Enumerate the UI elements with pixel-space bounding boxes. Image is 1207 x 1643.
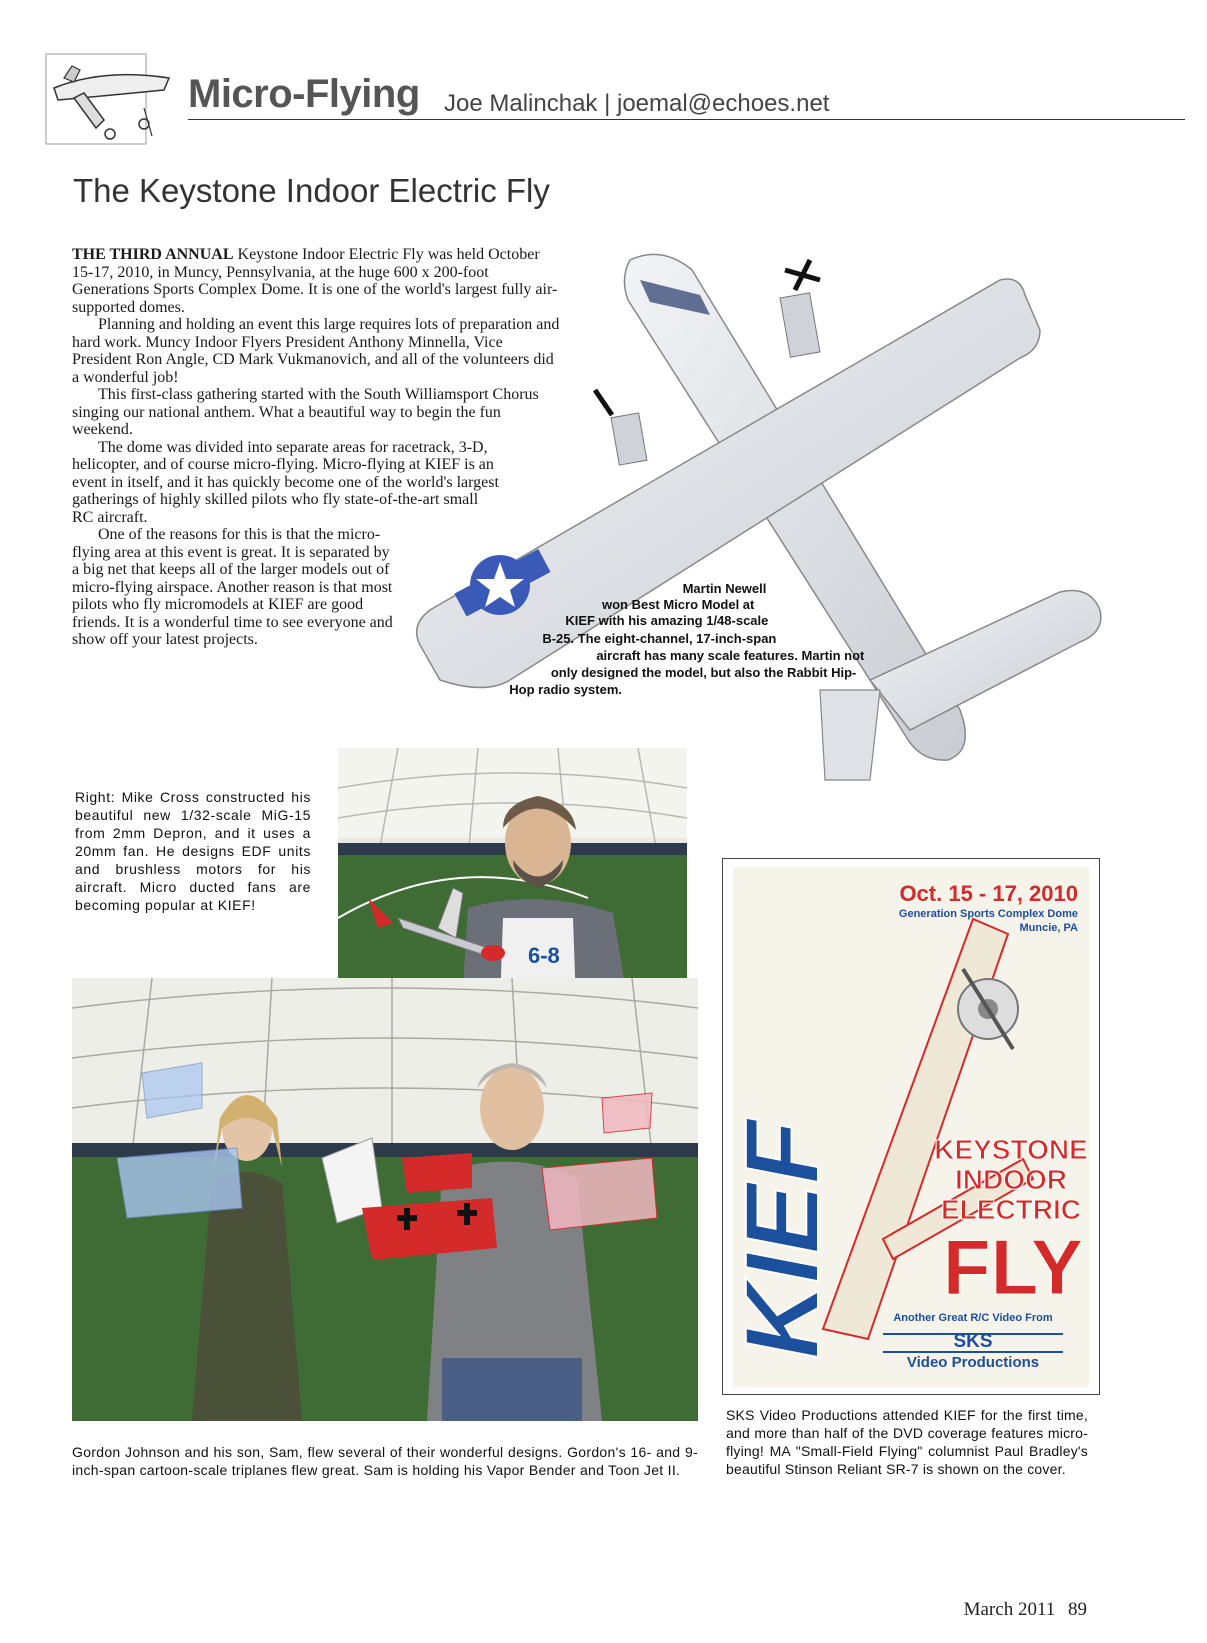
paragraph-text: Keystone Indoor Electric Fly was held October 15-17, 2010, in Muncy, Pennsylvania, at the huge 600 x 200-foot Generations Sports Complex Dome. It is one of the world's largest fully air-supported domes. <box>72 246 558 316</box>
cover-title-line: ELECTRIC <box>941 1194 1081 1225</box>
b25-caption-line: KIEF with his amazing 1/48-scale <box>565 613 769 628</box>
article-body <box>72 246 562 649</box>
paragraph: One of the reasons for this is that the micro-flying area at this event is great. It is separated by a big net that keeps all of the larger models out of micro-flying airspace. Another reason is that most pilots who fly micromodels at KIEF are good friends. It is a wonderful time to see everyone and show off your latest projects. <box>72 526 393 648</box>
cover-kief-logo: KIEF <box>724 1119 841 1359</box>
b25-caption-line: only designed the model, but also the Rabbit Hip- <box>550 665 857 680</box>
cover-title-line: INDOOR <box>955 1164 1067 1195</box>
gordon-caption: Gordon Johnson and his son, Sam, flew several of their wonderful designs. Gordon's 16- and 9-inch-span cartoon-scale triplanes flew great. Sam is holding his Vapor Bender and Toon Jet II. <box>72 1444 698 1478</box>
paragraph: This first-class gathering started with the South Williamsport Chorus singing our national anthem. What a beautiful way to begin the fun weekend. <box>72 386 539 438</box>
article-title: The Keystone Indoor Electric Fly <box>73 172 550 209</box>
cover-title-line: KEYSTONE <box>934 1134 1088 1165</box>
cover-tagline: Another Great R/C Video From <box>893 1312 1053 1324</box>
b25-caption-line: Martin Newell <box>682 581 767 596</box>
cover-brand: SKS <box>953 1331 993 1352</box>
issue-date: March 2011 <box>963 1599 1056 1620</box>
dvd-cover-art <box>723 859 1099 1394</box>
dvd-cover <box>722 858 1100 1395</box>
cover-title-line: FLY <box>942 1223 1084 1311</box>
paragraph <box>72 246 562 316</box>
b25-caption-line: aircraft has many scale features. Martin not <box>596 648 865 663</box>
cover-dates: Oct. 15 - 17, 2010 <box>899 881 1078 906</box>
paragraph: Planning and holding an event this large requires lots of preparation and hard work. Muncy Indoor Flyers President Anthony Minnella, Vice President Ron Angle, CD Mark Vukmanovich, and all of the volunteers did a wonderful job! <box>72 316 560 386</box>
column-logo-airplane-icon <box>44 48 174 148</box>
gordon-johnson-photo <box>72 978 698 1421</box>
page-footer <box>964 1599 1087 1621</box>
cover-venue: Generation Sports Complex Dome <box>898 908 1078 920</box>
page-number: 89 <box>1068 1599 1087 1620</box>
cover-brand-sub: Video Productions <box>906 1354 1040 1371</box>
paragraph: The dome was divided into separate areas for racetrack, 3-D, helicopter, and of course micro-flying. Micro-flying at KIEF is an event in itself, and it has quickly become one of the world's largest gatherings of highly skilled pilots who fly state-of-the-art small RC aircraft. <box>72 438 499 526</box>
author-byline: Joe Malinchak | joemal@echoes.net <box>444 90 830 117</box>
b25-caption-line: B-25. The eight-channel, 17-inch-span <box>542 631 777 646</box>
mig-caption: Right: Mike Cross constructed his beautiful new 1/32-scale MiG-15 from 2mm Depron, and it uses a 20mm fan. He designs EDF units and brushless motors for his aircraft. Micro ducted fans are becoming popular at KIEF! <box>75 789 311 913</box>
cover-location: Muncie, PA <box>1019 922 1078 934</box>
header-rule <box>188 119 1185 120</box>
shirt-print: 6-8 <box>528 943 560 968</box>
lead-in: THE THIRD ANNUAL <box>72 246 234 263</box>
sks-caption: SKS Video Productions attended KIEF for the first time, and more than half of the DVD coverage features micro-flying! MA "Small-Field Flying" columnist Paul Bradley's beautiful Stinson Reliant SR-7 is shown on the cover. <box>726 1407 1088 1477</box>
b25-caption-line: Hop radio system. <box>509 682 622 697</box>
column-name: Micro-Flying <box>188 72 420 116</box>
b25-caption-line: won Best Micro Model at <box>601 597 755 612</box>
